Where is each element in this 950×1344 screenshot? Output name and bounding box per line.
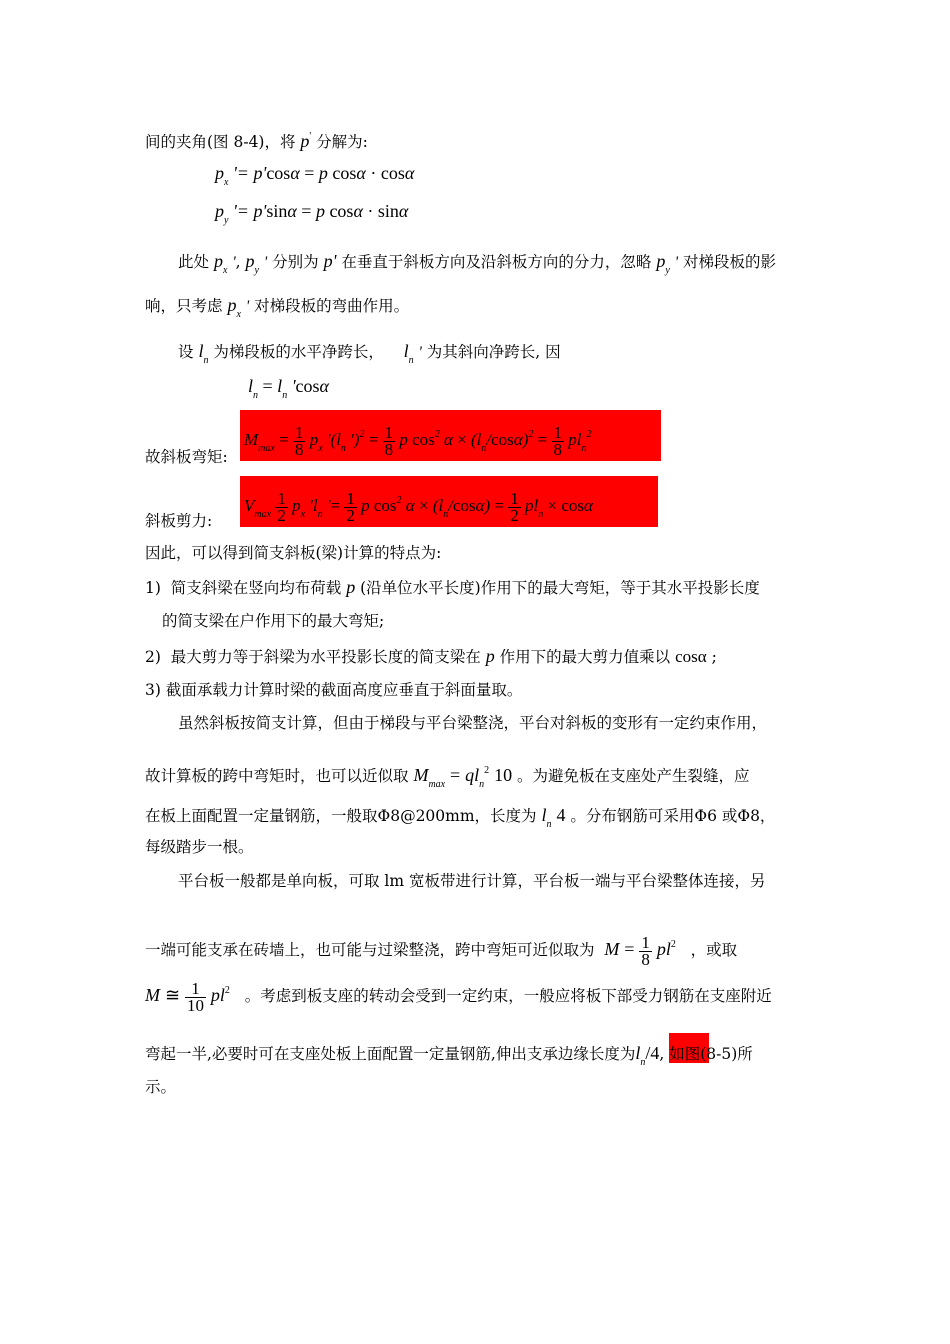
text-line-5: 响，只考虑 $p_x$ ' 对梯段板的弯曲作用。 [145,295,410,320]
text-line-19: 平台板一般都是单向板，可取 lm 宽板带进行计算，平台板一端与平台梁整体连接，另 [178,872,766,890]
text-line-1: 间的夹角(图 8-4)，将 p' 分解为: [145,131,368,151]
text-line-10: 因此，可以得到简支斜板(梁)计算的特点为: [145,544,442,562]
text-line-16: 故计算板的跨中弯矩时，也可以近似取 $M_{max} = ql_n^2$ 10 。为避免板在支座处产生裂缝，应 [145,765,750,790]
text-line-6: 设 $l_n$ 为梯段板的水平净跨长， $l_n$ ' 为其斜向净跨长, 因 [178,341,561,366]
text-line-23: 示。 [145,1078,177,1096]
equation-shear: $V_{max}$ $\frac{1}{2}$ $p_x$ '$l_n$ '= $\frac{1}{2}$ p $\cos^2 \alpha \times (l_n/\cos\alpha)$ = $\frac{1}{2}$ $pl_n \times \cos\alpha$ [244,488,593,525]
text-line-12: 的简支梁在户作用下的最大弯矩; [162,612,385,630]
text-line-14: 3) 截面承载力计算时梁的截面高度应垂直于斜面量取。 [145,681,523,699]
text-line-20: 一端可能支承在砖墙上，也可能与过梁整浇，跨中弯矩可近似取为 M = $\frac{1}{8}$ $pl^2$ ，或取 [145,932,738,969]
equation-moment: $M_{max}$ = $\frac{1}{8}$ $p_x$ '($l_n$ ')$^2$ = $\frac{1}{8}$ p $\cos^2 \alpha \times (l_n/\cos\alpha)^2$ = $\frac{1}{8}$ $pl_n^2$ [244,422,592,459]
text-line-15: 虽然斜板按简支计算，但由于梯段与平台梁整浇，平台对斜板的变形有一定约束作用， [178,714,768,732]
equation-py: $p_y$ '= p'sinα = p cosα · sinα [215,201,409,226]
equation-px: $p_x$ '= p'cosα = p cosα · cosα [215,163,415,188]
text-line-4: 此处 $p_x$ ', $p_y$ ' 分别为 p' 在垂直于斜板方向及沿斜板方向的分力，忽略 $p_y$ ' 对梯段板的影 [178,251,776,276]
text-line-11: 1) 简支斜梁在竖向均布荷载 p (沿单位水平长度)作用下的最大弯矩，等于其水平投影长度 [145,577,760,597]
text-line-13: 2) 最大剪力等于斜梁为水平投影长度的简支梁在 p 作用下的最大剪力值乘以 cosα ; [145,646,717,666]
text-line-22: 弯起一半,必要时可在支座处板上面配置一定量钢筋,伸出支承边缘长度为$l_n/4$, 如图(8-5)所 [145,1043,753,1068]
text-line-21: M ≅ $\frac{1}{10}$ $pl^2$ 。考虑到板支座的转动会受到一定约束，一般应将板下部受力钢筋在支座附近 [145,978,772,1015]
text-line-18: 每级踏步一根。 [145,838,254,856]
equation-ln: $l_n = l_n$ 'cosα [248,376,329,401]
label-shear: 斜板剪力: [145,512,213,530]
label-moment: 故斜板弯矩: [145,448,228,466]
text-line-17: 在板上面配置一定量钢筋，一般取Φ8@200mm，长度为 $l_n$ 4 。分布钢筋可采用Φ6 或Φ8， [145,805,776,830]
